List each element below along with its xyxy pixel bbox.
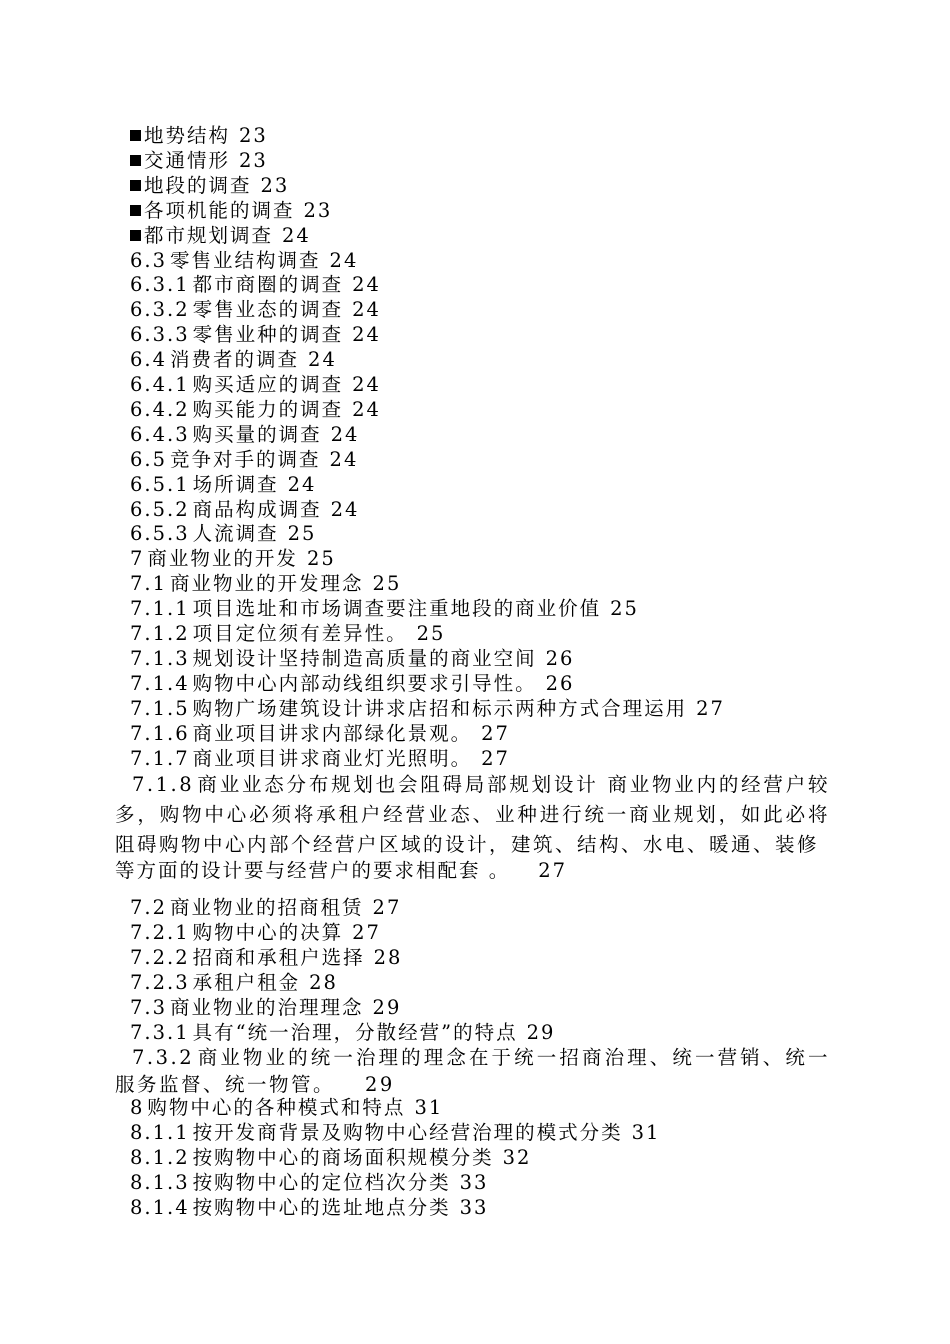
toc-entry	[130, 970, 338, 995]
toc-entry-page: 23	[260, 173, 290, 197]
toc-entry-title: 购物广场建筑设计讲求店招和标示两种方式合理运用	[192, 696, 688, 720]
toc-entry-page: 27	[481, 746, 510, 770]
toc-entry	[130, 945, 402, 970]
toc-entry-title: 按购物中心的商场面积规模分类	[192, 1145, 494, 1169]
toc-entry-title: 承租户租金	[192, 970, 301, 994]
toc-entry-title: 商业物业的招商租赁	[170, 896, 364, 919]
toc-entry-number: 8	[130, 1096, 145, 1119]
toc-entry-page: 28	[373, 945, 403, 969]
toc-entry-number: 6.4.1	[130, 373, 190, 396]
toc-entry-title-tail: 等方面的设计要与经营户的要求相配套 。	[115, 859, 511, 882]
toc-entry-title: 零售业结构调查	[170, 248, 321, 272]
toc-entry	[130, 148, 268, 173]
toc-entry	[130, 571, 401, 596]
toc-entry-page: 25	[287, 522, 317, 546]
toc-entry	[130, 1145, 531, 1170]
toc-entry-number: 7.1.2	[130, 622, 190, 645]
toc-entry-page: 29	[372, 995, 402, 1019]
toc-entry-number: 7.3.1	[130, 1020, 190, 1044]
square-bullet-icon	[130, 230, 141, 241]
toc-entry-page: 24	[352, 373, 381, 396]
toc-entry-number: 6.5.3	[130, 522, 190, 546]
toc-entry-title: 商业物业的开发理念	[170, 572, 364, 596]
toc-entry-number: 6.5.1	[130, 472, 190, 496]
toc-entry	[130, 198, 332, 223]
toc-entry-page: 24	[352, 397, 381, 421]
toc-entry-number: 6.5.2	[130, 497, 190, 521]
toc-entry-page: 26	[545, 671, 575, 695]
toc-entry	[130, 671, 574, 696]
toc-entry	[130, 123, 268, 148]
toc-entry-number: 7.1.5	[130, 696, 190, 720]
square-bullet-icon	[130, 205, 141, 216]
toc-entry	[130, 1095, 443, 1120]
toc-entry-page: 27	[538, 859, 568, 882]
toc-entry-page: 26	[545, 646, 575, 670]
toc-entry-title: 购买能力的调查	[192, 397, 344, 421]
toc-entry-page: 25	[306, 547, 336, 571]
toc-entry-7-3-2	[115, 1044, 830, 1098]
toc-entry	[130, 447, 358, 472]
toc-entry-title: 零售业态的调查	[192, 298, 344, 322]
toc-entry-page: 24	[329, 248, 359, 272]
toc-entry-page: 29	[365, 1073, 395, 1096]
toc-entry-number: 8.1.2	[130, 1145, 190, 1169]
toc-entry-title: 竞争对手的调查	[170, 447, 321, 471]
toc-entry-page: 24	[352, 298, 381, 322]
toc-entry-number: 7.1.7	[130, 746, 190, 770]
toc-entry-title: 人流调查	[192, 522, 279, 546]
toc-entry-number: 7.3	[130, 995, 168, 1019]
toc-entry	[130, 173, 289, 198]
toc-entry-page: 27	[372, 896, 402, 919]
toc-entry-7-1-8-tail	[115, 858, 567, 883]
toc-entry	[130, 746, 510, 771]
toc-entry-page: 24	[330, 497, 360, 521]
toc-entry-title: 项目定位须有差异性。	[192, 622, 408, 645]
toc-entry-number: 7.1.8	[132, 773, 195, 796]
toc-entry-title: 商业物业的治理理念	[170, 995, 364, 1019]
toc-entry-number: 7.1.4	[130, 671, 190, 695]
toc-entry-title: 购买适应的调查	[192, 373, 344, 396]
toc-entry-page: 24	[330, 422, 360, 446]
toc-entry-title: 商业物业的统一治理的理念在于统一招商治理、统一营销、统一服务监督、统一物管。	[115, 1046, 830, 1096]
toc-entry-title: 都市商圈的调查	[192, 273, 344, 297]
toc-entry-number: 7.2.1	[130, 920, 190, 944]
toc-entry-page: 24	[329, 447, 359, 471]
toc-entry-title: 按购物中心的定位档次分类	[192, 1170, 451, 1194]
toc-entry	[130, 472, 316, 497]
toc-entry-number: 7.1	[130, 572, 168, 596]
toc-entry-number: 6.3	[130, 248, 168, 272]
toc-entry-page: 27	[696, 696, 725, 720]
square-bullet-icon	[130, 155, 141, 166]
toc-entry-number: 7.3.2	[132, 1046, 195, 1069]
toc-entry	[130, 920, 381, 945]
toc-entry-title: 招商和承租户选择	[192, 945, 365, 969]
toc-entry-number: 7.2.2	[130, 945, 190, 969]
toc-entry-number: 7.1.1	[130, 597, 190, 621]
toc-entry	[130, 721, 510, 746]
toc-entry-page: 27	[481, 721, 510, 745]
toc-entry-number: 7	[130, 547, 145, 571]
toc-entry-title: 地势结构	[144, 124, 231, 147]
toc-entry	[130, 372, 381, 397]
toc-entry-title: 地段的调查	[144, 173, 252, 197]
toc-entry-title: 购买量的调查	[192, 422, 322, 446]
toc-entry-title: 商品构成调查	[192, 497, 322, 521]
toc-entry-page: 25	[372, 572, 402, 596]
toc-entry-title: 商业业态分布规划也会阻碍局部规划设计 商业物业内的经营户较多，购物中心必须将承租户经营业态、业种进行统一商业规划，如此必将阻碍购物中心内部个经营户区域的设计，建筑、结构、水电、暖通、装修	[115, 773, 830, 856]
toc-entry	[130, 1170, 488, 1195]
toc-entry-page: 33	[459, 1170, 489, 1194]
toc-entry	[130, 422, 359, 447]
toc-entry-page: 24	[308, 348, 337, 372]
toc-entry	[130, 895, 401, 920]
toc-entry-7-1-8	[115, 770, 830, 860]
toc-entry-page: 25	[416, 622, 446, 645]
toc-entry	[130, 646, 574, 671]
toc-entry-page: 24	[282, 223, 311, 247]
toc-entry-number: 6.3.1	[130, 273, 190, 297]
toc-entry-page: 25	[610, 597, 639, 621]
toc-entry-number: 6.4.3	[130, 422, 190, 446]
toc-entry-page: 27	[352, 920, 381, 944]
toc-entry-title: 零售业种的调查	[192, 323, 344, 347]
toc-entry-title: 购物中心的决算	[192, 920, 344, 944]
square-bullet-icon	[130, 130, 141, 141]
toc-entry-title: 各项机能的调查	[144, 198, 295, 222]
toc-entry	[130, 223, 311, 248]
toc-entry	[130, 347, 337, 372]
toc-entry-number: 6.5	[130, 447, 168, 471]
toc-entry-number: 7.1.6	[130, 721, 190, 745]
toc-entry-title: 消费者的调查	[170, 348, 300, 372]
toc-entry-number: 8.1.1	[130, 1120, 190, 1144]
toc-entry-page: 28	[309, 970, 338, 994]
toc-entry-title: 具有“统一治理，分散经营”的特点	[192, 1020, 518, 1044]
toc-entry-number: 6.4.2	[130, 397, 190, 421]
toc-entry-number: 6.4	[130, 348, 168, 372]
toc-entry-title: 交通情形	[144, 148, 231, 172]
toc-entry-number: 6.3.2	[130, 298, 190, 322]
toc-entry-page: 29	[526, 1020, 556, 1044]
toc-entry-page: 24	[352, 323, 381, 347]
toc-entry-page: 31	[414, 1096, 444, 1119]
toc-entry-title: 购物中心内部动线组织要求引导性。	[192, 671, 537, 695]
toc-entry-page: 24	[287, 472, 317, 496]
toc-entry	[130, 995, 401, 1020]
toc-entry	[130, 497, 359, 522]
toc-entry-title: 项目选址和市场调查要注重地段的商业价值	[192, 597, 602, 621]
toc-entry-title: 购物中心的各种模式和特点	[147, 1096, 406, 1119]
toc-entry-page: 23	[239, 124, 268, 147]
toc-entry	[130, 1020, 555, 1045]
toc-entry	[130, 272, 381, 297]
toc-entry-number: 7.1.3	[130, 646, 190, 670]
toc-entry	[130, 297, 381, 322]
toc-entry	[130, 546, 336, 571]
toc-entry-page: 23	[303, 198, 333, 222]
toc-entry	[130, 621, 445, 646]
toc-entry	[130, 1120, 660, 1145]
toc-entry-title: 商业物业的开发	[147, 547, 298, 571]
toc-entry-title: 规划设计坚持制造高质量的商业空间	[192, 646, 537, 670]
toc-entry	[130, 397, 381, 422]
toc-entry-page: 33	[459, 1195, 489, 1219]
toc-entry-title: 商业项目讲求内部绿化景观。	[192, 721, 473, 745]
toc-entry-number: 6.3.3	[130, 323, 190, 347]
toc-entry	[130, 521, 316, 546]
toc-entry-title: 场所调查	[192, 472, 279, 496]
toc-entry-number: 8.1.4	[130, 1195, 190, 1219]
toc-entry-page: 24	[352, 273, 381, 297]
toc-entry	[130, 696, 725, 721]
toc-entry-page: 23	[239, 148, 268, 172]
toc-entry-number: 7.2	[130, 896, 168, 919]
square-bullet-icon	[130, 180, 141, 191]
toc-entry-number: 8.1.3	[130, 1170, 190, 1194]
toc-entry	[130, 248, 358, 273]
toc-entry	[130, 596, 639, 621]
toc-entry-title: 都市规划调查	[144, 223, 274, 247]
toc-entry	[130, 322, 381, 347]
toc-entry-title: 按购物中心的选址地点分类	[192, 1195, 451, 1219]
toc-entry-page: 31	[631, 1120, 661, 1144]
toc-entry-number: 7.2.3	[130, 970, 190, 994]
toc-entry-title: 按开发商背景及购物中心经营治理的模式分类	[192, 1120, 623, 1144]
toc-entry	[130, 1195, 488, 1220]
toc-entry-page: 32	[502, 1145, 532, 1169]
toc-entry-title: 商业项目讲求商业灯光照明。	[192, 746, 473, 770]
